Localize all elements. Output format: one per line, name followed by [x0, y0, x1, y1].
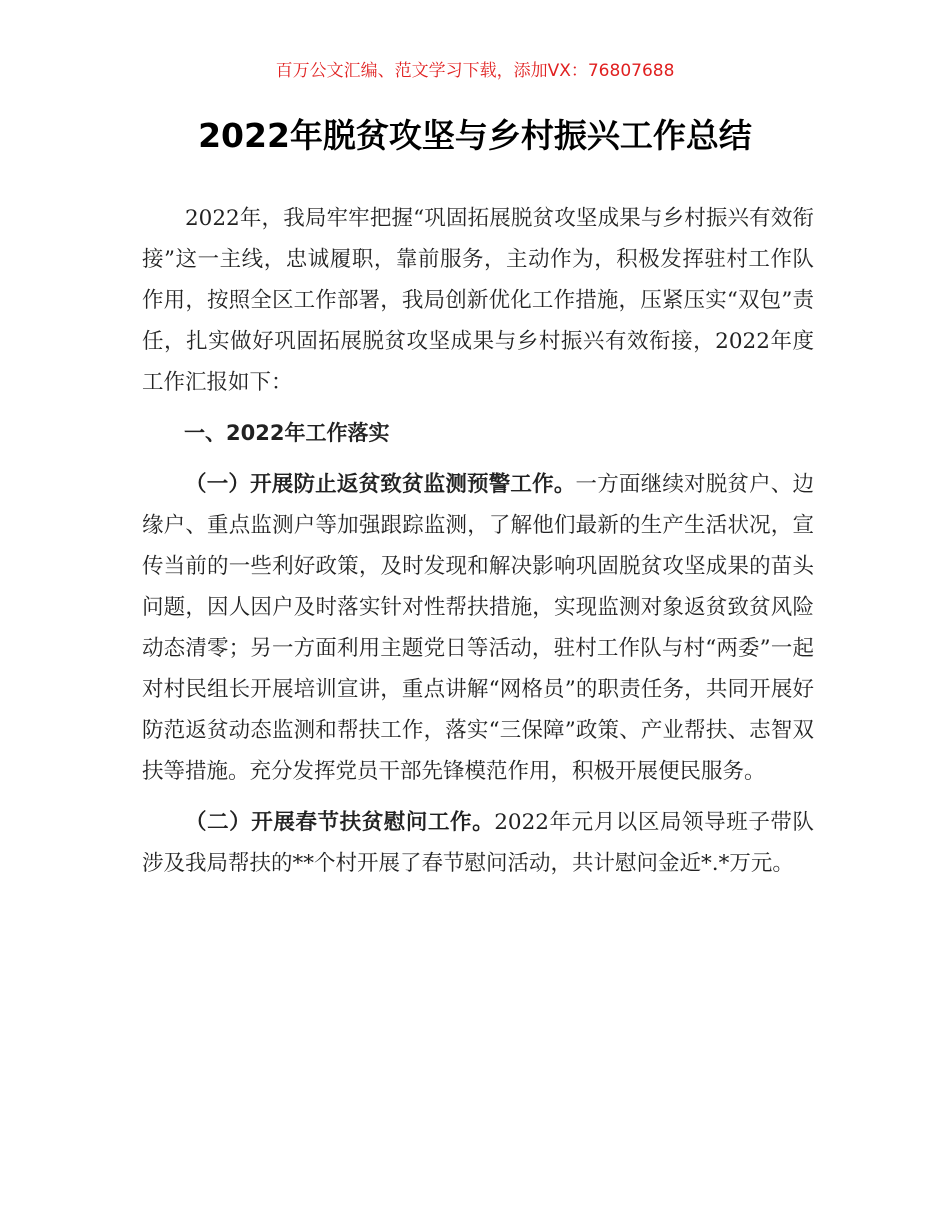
item-text-1: 一方面继续对脱贫户、边缘户、重点监测户等加强跟踪监测，了解他们最新的生产生活状况，宣传当前的一些利好政策，及时发现和解决影响巩固脱贫攻坚成果的苗头问题，因人因户及时落实针对性帮扶措施，实现监测对象返贫致贫风险动态清零；另一方面利用主题党日等活动，驻村工作队与村“两委”一起对村民组长开展培训宣讲，重点讲解“网格员”的职责任务，共同开展好防范返贫动态监测和帮扶工作，落实“三保障”政策、产业帮扶、志智双扶等措施。充分发挥党员干部先锋模范作用，积极开展便民服务。: [142, 472, 814, 784]
item-text-2: 2022年元月以区局领导班子带队涉及我局帮扶的**个村开展了春节慰问活动，共计慰问金近*.*万元。: [142, 810, 814, 876]
item-paragraph-2: [142, 802, 814, 884]
intro-paragraph: 2022年，我局牢牢把握“巩固拓展脱贫攻坚成果与乡村振兴有效衔接”这一主线，忠诚履职，靠前服务，主动作为，积极发挥驻村工作队作用，按照全区工作部署，我局创新优化工作措施，压紧压实“双包”责任，扎实做好巩固拓展脱贫攻坚成果与乡村振兴有效衔接，2022年度工作汇报如下：: [142, 206, 814, 395]
document-body: [142, 198, 814, 894]
page-title: 2022年脱贫攻坚与乡村振兴工作总结: [198, 116, 752, 155]
item-lead-2: （二）开展春节扶贫慰问工作。: [185, 810, 495, 835]
item-paragraph-1: [142, 464, 814, 792]
item-lead-1: （一）开展防止返贫致贫监测预警工作。: [185, 472, 576, 497]
section-heading: 一、2022年工作落实: [184, 421, 390, 445]
watermark-header: 百万公文汇编、范文学习下载，添加VX：76807688: [275, 61, 675, 81]
